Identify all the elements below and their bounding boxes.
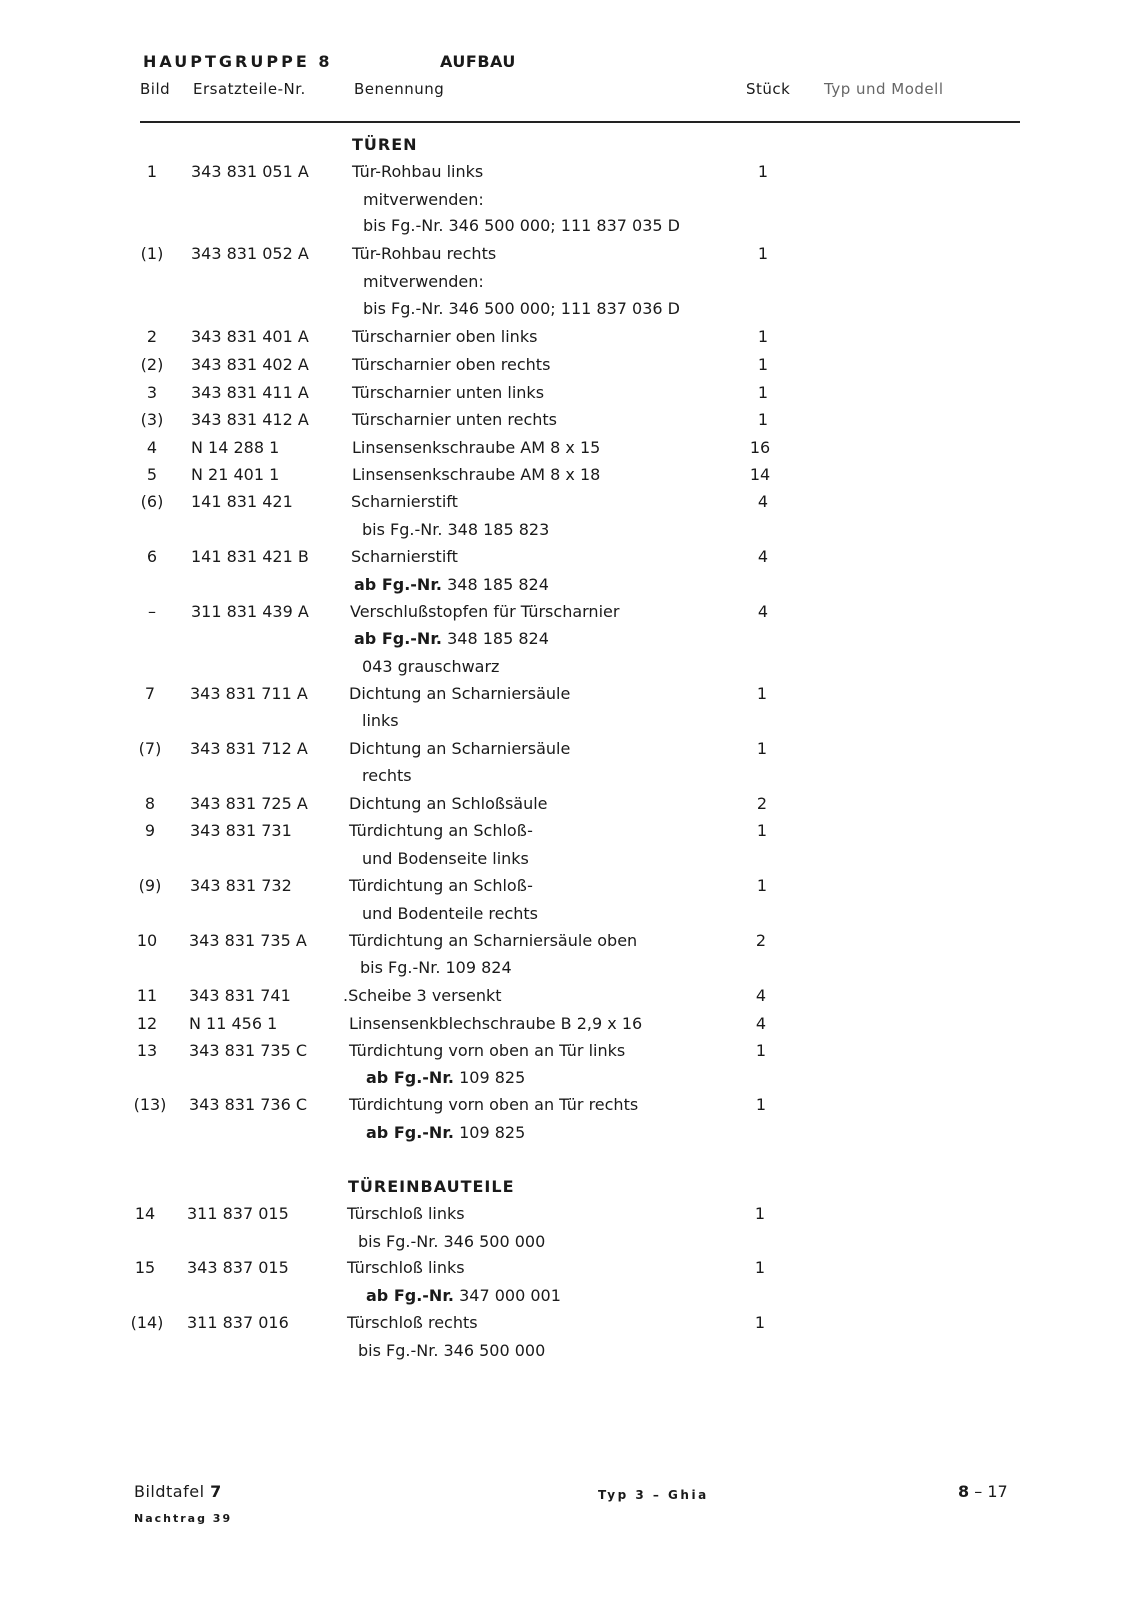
part-number: 343 831 712 A	[190, 739, 308, 758]
col-nr-header: Ersatzteile-Nr.	[193, 80, 306, 98]
part-qty: 2	[755, 931, 767, 950]
bild-num: (2)	[140, 355, 164, 374]
part-qty: 1	[757, 383, 769, 402]
part-name: Türscharnier unten links	[352, 383, 545, 402]
bild-num: 3	[146, 383, 158, 402]
sub-line: ab Fg.-Nr. 109 825	[366, 1068, 526, 1087]
part-number: N 21 401 1	[191, 465, 280, 484]
part-name: Türscharnier unten rechts	[352, 410, 558, 429]
sub-line: mitverwenden:	[363, 272, 484, 291]
part-number: 311 837 015	[187, 1204, 289, 1223]
part-name: Linsensenkschraube AM 8 x 18	[352, 465, 601, 484]
section-title-tueren: TÜREN	[352, 135, 418, 154]
part-qty: 1	[754, 1313, 766, 1332]
part-name: Dichtung an Scharniersäule	[349, 684, 571, 703]
bild-num: 7	[144, 684, 156, 703]
part-number: 343 831 402 A	[191, 355, 309, 374]
sub-line: bis Fg.-Nr. 346 500 000; 111 837 036 D	[363, 299, 680, 318]
col-bild-header: Bild	[140, 80, 171, 98]
part-qty: 1	[757, 327, 769, 346]
part-name: Scharnierstift	[351, 547, 458, 566]
bild-num: 5	[146, 465, 158, 484]
part-qty: 16	[749, 438, 771, 457]
sub-line: bis Fg.-Nr. 346 500 000	[358, 1232, 546, 1251]
part-qty: 4	[757, 602, 769, 621]
part-number: 311 837 016	[187, 1313, 289, 1332]
part-qty: 1	[756, 684, 768, 703]
part-number: 343 831 736 C	[189, 1095, 308, 1114]
bild-num: 10	[136, 931, 158, 950]
bild-num: 9	[144, 821, 156, 840]
bild-num: 13	[136, 1041, 158, 1060]
sub-line: links	[362, 711, 399, 730]
part-qty: 14	[749, 465, 771, 484]
bild-num: 12	[136, 1014, 158, 1033]
bild-num: (14)	[130, 1313, 164, 1332]
part-number: 343 831 732	[190, 876, 292, 895]
sub-line: bis Fg.-Nr. 346 500 000	[358, 1341, 546, 1360]
part-qty: 1	[756, 739, 768, 758]
bild-num: 4	[146, 438, 158, 457]
part-qty: 4	[755, 986, 767, 1005]
part-name: Türschloß links	[347, 1204, 465, 1223]
part-name: .Scheibe 3 versenkt	[343, 986, 502, 1005]
sub-line: ab Fg.-Nr. 348 185 824	[354, 629, 549, 648]
part-name: Verschlußstopfen für Türscharnier	[350, 602, 620, 621]
part-number: 343 831 731	[190, 821, 292, 840]
sub-line: und Bodenseite links	[362, 849, 529, 868]
sub-line: und Bodenteile rechts	[362, 904, 538, 923]
part-qty: 4	[757, 492, 769, 511]
part-qty: 1	[756, 876, 768, 895]
part-number: N 11 456 1	[189, 1014, 278, 1033]
part-number: N 14 288 1	[191, 438, 280, 457]
part-number: 343 831 735 A	[189, 931, 307, 950]
part-qty: 1	[755, 1095, 767, 1114]
part-number: 141 831 421	[191, 492, 293, 511]
part-number: 343 831 741	[189, 986, 291, 1005]
col-typ-header: Typ und Modell	[824, 80, 944, 98]
part-qty: 1	[757, 355, 769, 374]
part-number: 343 831 052 A	[191, 244, 309, 263]
part-name: Linsensenkblechschraube B 2,9 x 16	[349, 1014, 643, 1033]
part-name: Türdichtung vorn oben an Tür links	[349, 1041, 626, 1060]
part-name: Türscharnier oben rechts	[352, 355, 551, 374]
bild-num: 8	[144, 794, 156, 813]
part-qty: 4	[755, 1014, 767, 1033]
footer-bildtafel: Bildtafel 7	[134, 1482, 222, 1501]
part-number: 343 831 725 A	[190, 794, 308, 813]
sub-line: 043 grauschwarz	[362, 657, 500, 676]
bild-num: 1	[146, 162, 158, 181]
part-name: Türdichtung an Schloß-	[349, 821, 533, 840]
part-qty: 1	[757, 244, 769, 263]
bild-num: –	[148, 602, 156, 621]
part-number: 311 831 439 A	[191, 602, 309, 621]
part-name: Scharnierstift	[351, 492, 458, 511]
part-number: 343 831 411 A	[191, 383, 309, 402]
part-qty: 4	[757, 547, 769, 566]
bild-num: (6)	[140, 492, 164, 511]
part-name: Dichtung an Scharniersäule	[349, 739, 571, 758]
sub-line: bis Fg.-Nr. 109 824	[360, 958, 512, 977]
bild-num: 14	[134, 1204, 156, 1223]
part-qty: 1	[754, 1204, 766, 1223]
part-qty: 1	[755, 1041, 767, 1060]
footer-typ: Typ 3 – Ghia	[598, 1488, 709, 1502]
part-qty: 1	[757, 162, 769, 181]
bild-num: 11	[136, 986, 158, 1005]
bild-num: 15	[134, 1258, 156, 1277]
part-number: 343 831 051 A	[191, 162, 309, 181]
bild-num: (1)	[140, 244, 164, 263]
footer-nachtrag: Nachtrag 39	[134, 1512, 233, 1525]
part-number: 343 837 015	[187, 1258, 289, 1277]
part-name: Türscharnier oben links	[352, 327, 538, 346]
bild-num: (9)	[138, 876, 162, 895]
part-name: Linsensenkschraube AM 8 x 15	[352, 438, 601, 457]
part-qty: 1	[754, 1258, 766, 1277]
sub-line: mitverwenden:	[363, 190, 484, 209]
part-number: 343 831 401 A	[191, 327, 309, 346]
header-group: HAUPTGRUPPE 8	[143, 52, 333, 71]
part-number: 141 831 421 B	[191, 547, 309, 566]
sub-line: ab Fg.-Nr. 347 000 001	[366, 1286, 561, 1305]
bild-num: 2	[146, 327, 158, 346]
part-name: Türdichtung an Schloß-	[349, 876, 533, 895]
part-name: Dichtung an Schloßsäule	[349, 794, 548, 813]
part-name: Türdichtung vorn oben an Tür rechts	[349, 1095, 639, 1114]
sub-line: rechts	[362, 766, 412, 785]
page-number: 8 – 17	[958, 1482, 1008, 1501]
part-name: Tür-Rohbau links	[352, 162, 484, 181]
part-name: Türschloß rechts	[347, 1313, 478, 1332]
sub-line: ab Fg.-Nr. 109 825	[366, 1123, 526, 1142]
bild-num: (13)	[133, 1095, 167, 1114]
part-number: 343 831 412 A	[191, 410, 309, 429]
part-number: 343 831 735 C	[189, 1041, 308, 1060]
sub-line: bis Fg.-Nr. 348 185 823	[362, 520, 550, 539]
col-benennung-header: Benennung	[354, 80, 445, 98]
sub-line: bis Fg.-Nr. 346 500 000; 111 837 035 D	[363, 216, 680, 235]
part-qty: 2	[756, 794, 768, 813]
bild-num: (7)	[138, 739, 162, 758]
part-qty: 1	[756, 821, 768, 840]
section-title-tuereinbauteile: TÜREINBAUTEILE	[348, 1177, 515, 1196]
part-name: Türdichtung an Scharniersäule oben	[349, 931, 638, 950]
bild-num: 6	[146, 547, 158, 566]
sub-line: ab Fg.-Nr. 348 185 824	[354, 575, 549, 594]
part-number: 343 831 711 A	[190, 684, 308, 703]
header-rule	[140, 121, 1020, 123]
part-qty: 1	[757, 410, 769, 429]
header-title: AUFBAU	[440, 52, 516, 71]
part-name: Türschloß links	[347, 1258, 465, 1277]
col-qty-header: Stück	[746, 80, 791, 98]
bild-num: (3)	[140, 410, 164, 429]
part-name: Tür-Rohbau rechts	[352, 244, 497, 263]
